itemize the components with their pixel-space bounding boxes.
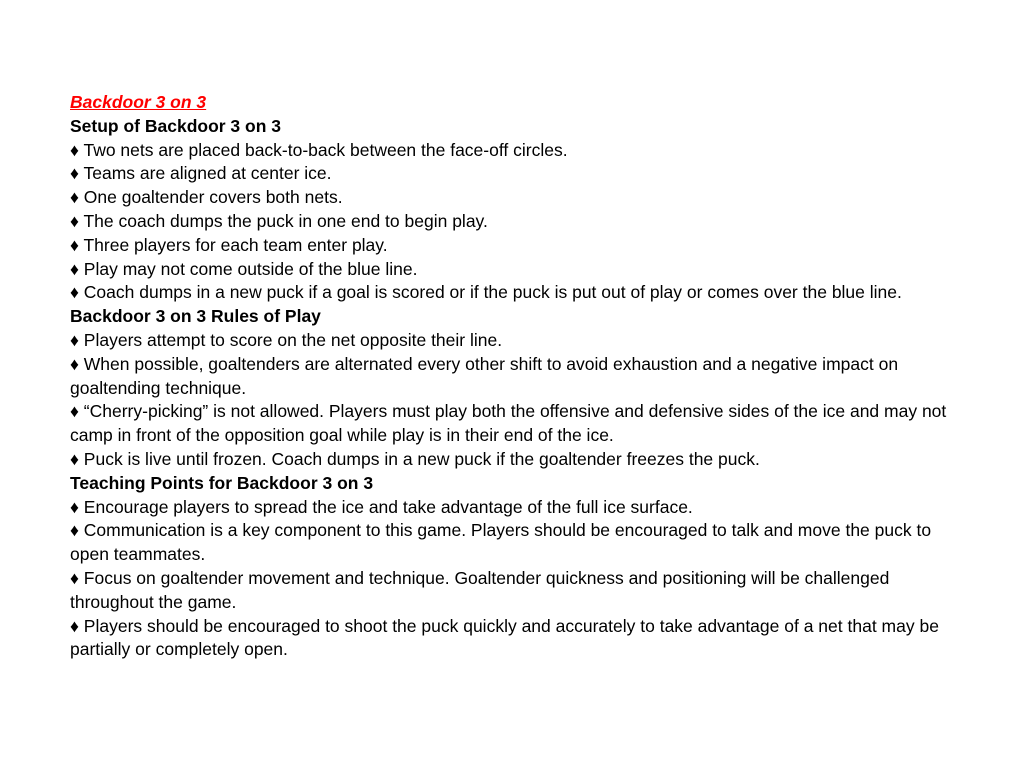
bullet-item: ♦ Two nets are placed back-to-back between the face-off circles. xyxy=(70,139,568,160)
slide-body xyxy=(70,91,950,662)
bullet-item: ♦ Players should be encouraged to shoot the puck quickly and accurately to take advantage of a net that may be partially or completely open. xyxy=(70,615,939,660)
section-heading-setup: Setup of Backdoor 3 on 3 xyxy=(70,115,281,136)
bullet-item: ♦ Puck is live until frozen. Coach dumps in a new puck if the goaltender freezes the puck. xyxy=(70,448,760,469)
bullet-item: ♦ Teams are aligned at center ice. xyxy=(70,163,332,184)
bullet-item: ♦ Focus on goaltender movement and technique. Goaltender quickness and positioning will be challenged throughout the game. xyxy=(70,567,890,612)
bullet-item: ♦ Players attempt to score on the net opposite their line. xyxy=(70,329,503,350)
section-heading-rules: Backdoor 3 on 3 Rules of Play xyxy=(70,306,321,327)
bullet-item: ♦ Coach dumps in a new puck if a goal is scored or if the puck is put out of play or comes over the blue line. xyxy=(70,282,902,303)
bullet-item: ♦ The coach dumps the puck in one end to begin play. xyxy=(70,210,488,231)
bullet-item: ♦ One goaltender covers both nets. xyxy=(70,187,343,208)
slide-title: Backdoor 3 on 3 xyxy=(70,92,207,112)
bullet-item: ♦ When possible, goaltenders are alternated every other shift to avoid exhaustion and a negative impact on goaltending technique. xyxy=(70,353,899,398)
bullet-item: ♦ Play may not come outside of the blue line. xyxy=(70,258,418,279)
bullet-item: ♦ Communication is a key component to this game. Players should be encouraged to talk and move the puck to open teammates. xyxy=(70,520,932,565)
bullet-item: ♦ Three players for each team enter play. xyxy=(70,234,388,255)
section-heading-teaching-points: Teaching Points for Backdoor 3 on 3 xyxy=(70,472,374,493)
bullet-item: ♦ Encourage players to spread the ice and take advantage of the full ice surface. xyxy=(70,496,693,517)
bullet-item: ♦ “Cherry-picking” is not allowed. Players must play both the offensive and defensive sides of the ice and may not camp in front of the opposition goal while play is in their end of the ice. xyxy=(70,401,947,446)
